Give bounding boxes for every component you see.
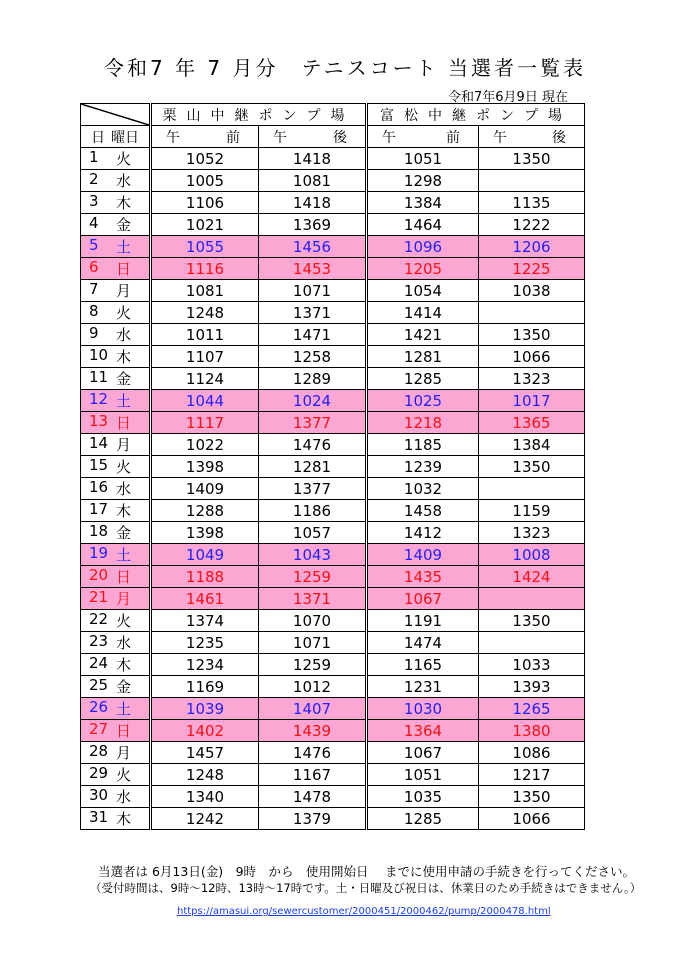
day-cell bbox=[81, 324, 151, 346]
pm-char-2: 後 bbox=[552, 129, 566, 146]
tomimatsu-am-winner-cell: 1067 bbox=[367, 588, 479, 610]
day-cell bbox=[81, 632, 151, 654]
weekday: 水 bbox=[115, 634, 131, 652]
day-cell bbox=[81, 808, 151, 830]
day-number: 18 bbox=[89, 522, 109, 540]
tomimatsu-am-winner-cell: 1218 bbox=[367, 412, 479, 434]
tomimatsu-am-winner-cell: 1364 bbox=[367, 720, 479, 742]
day-number: 28 bbox=[89, 742, 109, 760]
day-number: 30 bbox=[89, 786, 109, 804]
table-row bbox=[81, 324, 585, 346]
table-row bbox=[81, 742, 585, 764]
kuriyama-am-winner-cell: 1398 bbox=[151, 522, 259, 544]
kuriyama-pm-winner-cell: 1377 bbox=[259, 412, 367, 434]
kuriyama-am-winner-cell: 1049 bbox=[151, 544, 259, 566]
table-row bbox=[81, 368, 585, 390]
tomimatsu-pm-winner-cell bbox=[479, 588, 585, 610]
table-row bbox=[81, 654, 585, 676]
kuriyama-am-winner-cell: 1409 bbox=[151, 478, 259, 500]
day-number: 26 bbox=[89, 698, 109, 716]
weekday: 日 bbox=[115, 722, 131, 740]
pm-char-2: 後 bbox=[333, 129, 347, 146]
tomimatsu-am-winner-cell: 1412 bbox=[367, 522, 479, 544]
tomimatsu-am-winner-cell: 1384 bbox=[367, 192, 479, 214]
weekday: 水 bbox=[115, 788, 131, 806]
weekday: 木 bbox=[115, 348, 131, 366]
table-row bbox=[81, 588, 585, 610]
day-cell bbox=[81, 456, 151, 478]
day-number: 8 bbox=[89, 302, 99, 320]
table-row bbox=[81, 302, 585, 324]
day-cell bbox=[81, 522, 151, 544]
kuriyama-am-winner-cell: 1022 bbox=[151, 434, 259, 456]
day-cell bbox=[81, 698, 151, 720]
tomimatsu-am-winner-cell: 1298 bbox=[367, 170, 479, 192]
weekday: 月 bbox=[115, 590, 131, 608]
day-cell bbox=[81, 742, 151, 764]
table-row bbox=[81, 500, 585, 522]
tomimatsu-am-winner-cell: 1285 bbox=[367, 808, 479, 830]
weekday: 木 bbox=[115, 194, 131, 212]
day-weekday-header bbox=[81, 126, 151, 148]
day-number: 11 bbox=[89, 368, 109, 386]
day-number: 15 bbox=[89, 456, 109, 474]
kuriyama-am-winner-cell: 1248 bbox=[151, 302, 259, 324]
table-row bbox=[81, 434, 585, 456]
table-row bbox=[81, 566, 585, 588]
kuriyama-am-header bbox=[151, 126, 259, 148]
day-number: 21 bbox=[89, 588, 109, 606]
day-number: 16 bbox=[89, 478, 109, 496]
tomimatsu-pm-winner-cell bbox=[479, 170, 585, 192]
tomimatsu-pm-winner-cell: 1365 bbox=[479, 412, 585, 434]
tomimatsu-am-winner-cell: 1035 bbox=[367, 786, 479, 808]
tomimatsu-am-winner-cell: 1165 bbox=[367, 654, 479, 676]
kuriyama-am-winner-cell: 1107 bbox=[151, 346, 259, 368]
kuriyama-pm-winner-cell: 1071 bbox=[259, 632, 367, 654]
kuriyama-pm-winner-cell: 1167 bbox=[259, 764, 367, 786]
footer-hours-note: （受付時間は、9時～12時、13時～17時です。土・日曜及び祝日は、休業日のため手続きはできません。） bbox=[90, 881, 642, 895]
kuriyama-pm-winner-cell: 1070 bbox=[259, 610, 367, 632]
tomimatsu-pm-winner-cell: 1424 bbox=[479, 566, 585, 588]
day-cell bbox=[81, 434, 151, 456]
day-cell bbox=[81, 566, 151, 588]
kuriyama-pm-winner-cell: 1471 bbox=[259, 324, 367, 346]
kuriyama-pm-winner-cell: 1377 bbox=[259, 478, 367, 500]
table-row bbox=[81, 258, 585, 280]
tomimatsu-am-winner-cell: 1421 bbox=[367, 324, 479, 346]
weekday: 金 bbox=[115, 678, 131, 696]
day-number: 3 bbox=[89, 192, 99, 210]
weekday: 水 bbox=[115, 172, 131, 190]
table-row bbox=[81, 412, 585, 434]
pm-char-1: 午 bbox=[493, 129, 507, 146]
kuriyama-pm-winner-cell: 1369 bbox=[259, 214, 367, 236]
weekday: 日 bbox=[115, 414, 131, 432]
tomimatsu-am-winner-cell: 1032 bbox=[367, 478, 479, 500]
day-cell bbox=[81, 478, 151, 500]
kuriyama-pm-winner-cell: 1371 bbox=[259, 302, 367, 324]
weekday: 土 bbox=[115, 700, 131, 718]
kuriyama-am-winner-cell: 1021 bbox=[151, 214, 259, 236]
kuriyama-pm-winner-cell: 1057 bbox=[259, 522, 367, 544]
kuriyama-pm-winner-cell: 1259 bbox=[259, 654, 367, 676]
kuriyama-pm-winner-cell: 1439 bbox=[259, 720, 367, 742]
kuriyama-pm-winner-cell: 1081 bbox=[259, 170, 367, 192]
tomimatsu-pm-winner-cell: 1350 bbox=[479, 456, 585, 478]
kuriyama-am-winner-cell: 1374 bbox=[151, 610, 259, 632]
day-number: 4 bbox=[89, 214, 99, 232]
tomimatsu-am-winner-cell: 1051 bbox=[367, 148, 479, 170]
day-cell bbox=[81, 412, 151, 434]
table-row bbox=[81, 764, 585, 786]
am-char-1: 午 bbox=[166, 129, 180, 146]
as-of-date: 令和7年6月9日 現在 bbox=[448, 90, 568, 105]
am-char-1: 午 bbox=[382, 129, 396, 146]
table-row bbox=[81, 170, 585, 192]
weekday: 火 bbox=[115, 766, 131, 784]
tomimatsu-am-winner-cell: 1067 bbox=[367, 742, 479, 764]
kuriyama-pm-winner-cell: 1453 bbox=[259, 258, 367, 280]
day-number: 14 bbox=[89, 434, 109, 452]
kuriyama-am-winner-cell: 1052 bbox=[151, 148, 259, 170]
kuriyama-am-winner-cell: 1011 bbox=[151, 324, 259, 346]
kuriyama-pm-winner-cell: 1379 bbox=[259, 808, 367, 830]
weekday: 水 bbox=[115, 326, 131, 344]
day-number: 27 bbox=[89, 720, 109, 738]
weekday: 金 bbox=[115, 370, 131, 388]
tomimatsu-pm-winner-cell: 1350 bbox=[479, 610, 585, 632]
day-cell bbox=[81, 544, 151, 566]
day-cell bbox=[81, 192, 151, 214]
page-title: 令和7 年 7 月分 テニスコート 当選者一覧表 bbox=[103, 56, 587, 80]
kuriyama-am-winner-cell: 1398 bbox=[151, 456, 259, 478]
tomimatsu-am-winner-cell: 1030 bbox=[367, 698, 479, 720]
day-cell bbox=[81, 280, 151, 302]
tomimatsu-pm-winner-cell: 1265 bbox=[479, 698, 585, 720]
tomimatsu-am-winner-cell: 1185 bbox=[367, 434, 479, 456]
table-row bbox=[81, 280, 585, 302]
day-number: 2 bbox=[89, 170, 99, 188]
day-number: 7 bbox=[89, 280, 99, 298]
kuriyama-pm-winner-cell: 1024 bbox=[259, 390, 367, 412]
tomimatsu-am-winner-cell: 1464 bbox=[367, 214, 479, 236]
day-cell bbox=[81, 346, 151, 368]
tomimatsu-pm-winner-cell: 1323 bbox=[479, 522, 585, 544]
day-cell bbox=[81, 390, 151, 412]
day-cell bbox=[81, 214, 151, 236]
weekday: 日 bbox=[115, 260, 131, 278]
day-number: 20 bbox=[89, 566, 109, 584]
tomimatsu-am-winner-cell: 1458 bbox=[367, 500, 479, 522]
tomimatsu-pm-winner-cell: 1380 bbox=[479, 720, 585, 742]
kuriyama-pm-winner-cell: 1071 bbox=[259, 280, 367, 302]
weekday: 木 bbox=[115, 810, 131, 828]
kuriyama-am-winner-cell: 1248 bbox=[151, 764, 259, 786]
table-row bbox=[81, 808, 585, 830]
weekday: 土 bbox=[115, 238, 131, 256]
tomimatsu-am-winner-cell: 1025 bbox=[367, 390, 479, 412]
day-number: 9 bbox=[89, 324, 99, 342]
day-number: 22 bbox=[89, 610, 109, 628]
day-number: 5 bbox=[89, 236, 99, 254]
diagonal-corner-cell bbox=[81, 104, 151, 126]
tomimatsu-pm-winner-cell: 1038 bbox=[479, 280, 585, 302]
weekday: 土 bbox=[115, 546, 131, 564]
tomimatsu-am-winner-cell: 1409 bbox=[367, 544, 479, 566]
footer-notice: 当選者は 6月13日(金) 9時 から 使用開始日 までに使用申請の手続きを行ってください。 bbox=[98, 864, 636, 879]
day-cell bbox=[81, 236, 151, 258]
pm-char-1: 午 bbox=[273, 129, 287, 146]
kuriyama-pm-winner-cell: 1281 bbox=[259, 456, 367, 478]
tomimatsu-pm-winner-cell: 1017 bbox=[479, 390, 585, 412]
tomimatsu-pm-winner-cell: 1008 bbox=[479, 544, 585, 566]
kuriyama-am-winner-cell: 1188 bbox=[151, 566, 259, 588]
kuriyama-pm-winner-cell: 1478 bbox=[259, 786, 367, 808]
venue-kuriyama-header: 栗山中継ポンプ場 bbox=[151, 104, 367, 126]
day-cell bbox=[81, 610, 151, 632]
day-number: 13 bbox=[89, 412, 109, 430]
table-row bbox=[81, 346, 585, 368]
tomimatsu-pm-winner-cell bbox=[479, 632, 585, 654]
kuriyama-pm-winner-cell: 1012 bbox=[259, 676, 367, 698]
tomimatsu-pm-winner-cell: 1159 bbox=[479, 500, 585, 522]
weekday-label: 曜日 bbox=[111, 129, 139, 146]
tomimatsu-pm-winner-cell: 1225 bbox=[479, 258, 585, 280]
tomimatsu-am-winner-cell: 1051 bbox=[367, 764, 479, 786]
tomimatsu-pm-winner-cell: 1350 bbox=[479, 786, 585, 808]
tomimatsu-am-winner-cell: 1205 bbox=[367, 258, 479, 280]
weekday: 月 bbox=[115, 436, 131, 454]
tomimatsu-am-winner-cell: 1231 bbox=[367, 676, 479, 698]
kuriyama-pm-header bbox=[259, 126, 367, 148]
kuriyama-am-winner-cell: 1081 bbox=[151, 280, 259, 302]
header-row-slots bbox=[81, 126, 585, 148]
day-number: 1 bbox=[89, 148, 99, 166]
kuriyama-am-winner-cell: 1044 bbox=[151, 390, 259, 412]
weekday: 木 bbox=[115, 502, 131, 520]
tomimatsu-pm-winner-cell: 1086 bbox=[479, 742, 585, 764]
day-number: 19 bbox=[89, 544, 109, 562]
day-number: 31 bbox=[89, 808, 109, 826]
header-row-venues bbox=[81, 104, 585, 126]
day-label: 日 bbox=[91, 129, 105, 146]
table-row bbox=[81, 676, 585, 698]
am-char-2: 前 bbox=[446, 129, 460, 146]
weekday: 月 bbox=[115, 282, 131, 300]
kuriyama-am-winner-cell: 1340 bbox=[151, 786, 259, 808]
kuriyama-pm-winner-cell: 1456 bbox=[259, 236, 367, 258]
table-row bbox=[81, 786, 585, 808]
tomimatsu-pm-winner-cell: 1323 bbox=[479, 368, 585, 390]
kuriyama-pm-winner-cell: 1476 bbox=[259, 742, 367, 764]
weekday: 火 bbox=[115, 150, 131, 168]
tomimatsu-am-winner-cell: 1096 bbox=[367, 236, 479, 258]
tomimatsu-pm-winner-cell: 1350 bbox=[479, 324, 585, 346]
table-row bbox=[81, 456, 585, 478]
tomimatsu-pm-winner-cell bbox=[479, 478, 585, 500]
winners-table bbox=[80, 103, 585, 830]
day-cell bbox=[81, 258, 151, 280]
kuriyama-pm-winner-cell: 1418 bbox=[259, 148, 367, 170]
day-number: 29 bbox=[89, 764, 109, 782]
tomimatsu-pm-winner-cell: 1135 bbox=[479, 192, 585, 214]
tomimatsu-pm-winner-cell: 1206 bbox=[479, 236, 585, 258]
weekday: 水 bbox=[115, 480, 131, 498]
day-cell bbox=[81, 720, 151, 742]
day-number: 24 bbox=[89, 654, 109, 672]
kuriyama-am-winner-cell: 1106 bbox=[151, 192, 259, 214]
table-row bbox=[81, 544, 585, 566]
kuriyama-am-winner-cell: 1457 bbox=[151, 742, 259, 764]
kuriyama-pm-winner-cell: 1186 bbox=[259, 500, 367, 522]
table-row bbox=[81, 192, 585, 214]
table-row bbox=[81, 148, 585, 170]
kuriyama-am-winner-cell: 1242 bbox=[151, 808, 259, 830]
kuriyama-pm-winner-cell: 1043 bbox=[259, 544, 367, 566]
table-row bbox=[81, 610, 585, 632]
day-number: 17 bbox=[89, 500, 109, 518]
tomimatsu-am-winner-cell: 1285 bbox=[367, 368, 479, 390]
tomimatsu-pm-winner-cell: 1066 bbox=[479, 808, 585, 830]
weekday: 月 bbox=[115, 744, 131, 762]
weekday: 金 bbox=[115, 216, 131, 234]
day-number: 25 bbox=[89, 676, 109, 694]
weekday: 木 bbox=[115, 656, 131, 674]
kuriyama-am-winner-cell: 1235 bbox=[151, 632, 259, 654]
table-row bbox=[81, 214, 585, 236]
kuriyama-am-winner-cell: 1117 bbox=[151, 412, 259, 434]
tomimatsu-pm-winner-cell: 1350 bbox=[479, 148, 585, 170]
weekday: 金 bbox=[115, 524, 131, 542]
kuriyama-am-winner-cell: 1288 bbox=[151, 500, 259, 522]
tomimatsu-pm-winner-cell: 1217 bbox=[479, 764, 585, 786]
weekday: 土 bbox=[115, 392, 131, 410]
kuriyama-pm-winner-cell: 1289 bbox=[259, 368, 367, 390]
weekday: 火 bbox=[115, 304, 131, 322]
table-row bbox=[81, 236, 585, 258]
table-row bbox=[81, 632, 585, 654]
day-number: 10 bbox=[89, 346, 109, 364]
source-url-link[interactable]: https://amasui.org/sewercustomer/2000451/2000462/pump/2000478.html bbox=[177, 906, 551, 917]
venue-tomimatsu-header: 富松中継ポンプ場 bbox=[367, 104, 585, 126]
kuriyama-am-winner-cell: 1055 bbox=[151, 236, 259, 258]
kuriyama-pm-winner-cell: 1407 bbox=[259, 698, 367, 720]
day-cell bbox=[81, 786, 151, 808]
tomimatsu-pm-winner-cell: 1033 bbox=[479, 654, 585, 676]
table-row bbox=[81, 720, 585, 742]
day-cell bbox=[81, 500, 151, 522]
tomimatsu-am-header bbox=[367, 126, 479, 148]
day-cell bbox=[81, 368, 151, 390]
table-row bbox=[81, 478, 585, 500]
kuriyama-am-winner-cell: 1039 bbox=[151, 698, 259, 720]
tomimatsu-pm-winner-cell: 1393 bbox=[479, 676, 585, 698]
weekday: 火 bbox=[115, 612, 131, 630]
day-cell bbox=[81, 148, 151, 170]
tomimatsu-am-winner-cell: 1474 bbox=[367, 632, 479, 654]
kuriyama-am-winner-cell: 1402 bbox=[151, 720, 259, 742]
kuriyama-am-winner-cell: 1461 bbox=[151, 588, 259, 610]
kuriyama-am-winner-cell: 1124 bbox=[151, 368, 259, 390]
table-row bbox=[81, 390, 585, 412]
day-cell bbox=[81, 588, 151, 610]
am-char-2: 前 bbox=[226, 129, 240, 146]
tomimatsu-am-winner-cell: 1281 bbox=[367, 346, 479, 368]
kuriyama-pm-winner-cell: 1371 bbox=[259, 588, 367, 610]
day-cell bbox=[81, 170, 151, 192]
kuriyama-pm-winner-cell: 1259 bbox=[259, 566, 367, 588]
kuriyama-am-winner-cell: 1005 bbox=[151, 170, 259, 192]
kuriyama-am-winner-cell: 1116 bbox=[151, 258, 259, 280]
day-cell bbox=[81, 654, 151, 676]
day-cell bbox=[81, 676, 151, 698]
day-number: 12 bbox=[89, 390, 109, 408]
tomimatsu-pm-winner-cell bbox=[479, 302, 585, 324]
tomimatsu-am-winner-cell: 1239 bbox=[367, 456, 479, 478]
tomimatsu-pm-winner-cell: 1066 bbox=[479, 346, 585, 368]
kuriyama-am-winner-cell: 1169 bbox=[151, 676, 259, 698]
kuriyama-pm-winner-cell: 1476 bbox=[259, 434, 367, 456]
kuriyama-am-winner-cell: 1234 bbox=[151, 654, 259, 676]
kuriyama-pm-winner-cell: 1258 bbox=[259, 346, 367, 368]
tomimatsu-pm-header bbox=[479, 126, 585, 148]
tomimatsu-am-winner-cell: 1435 bbox=[367, 566, 479, 588]
day-cell bbox=[81, 302, 151, 324]
day-number: 23 bbox=[89, 632, 109, 650]
day-number: 6 bbox=[89, 258, 99, 276]
tomimatsu-am-winner-cell: 1414 bbox=[367, 302, 479, 324]
kuriyama-pm-winner-cell: 1418 bbox=[259, 192, 367, 214]
day-cell bbox=[81, 764, 151, 786]
table-row bbox=[81, 698, 585, 720]
tomimatsu-pm-winner-cell: 1384 bbox=[479, 434, 585, 456]
table-row bbox=[81, 522, 585, 544]
tomimatsu-am-winner-cell: 1191 bbox=[367, 610, 479, 632]
tomimatsu-pm-winner-cell: 1222 bbox=[479, 214, 585, 236]
weekday: 日 bbox=[115, 568, 131, 586]
weekday: 火 bbox=[115, 458, 131, 476]
tomimatsu-am-winner-cell: 1054 bbox=[367, 280, 479, 302]
